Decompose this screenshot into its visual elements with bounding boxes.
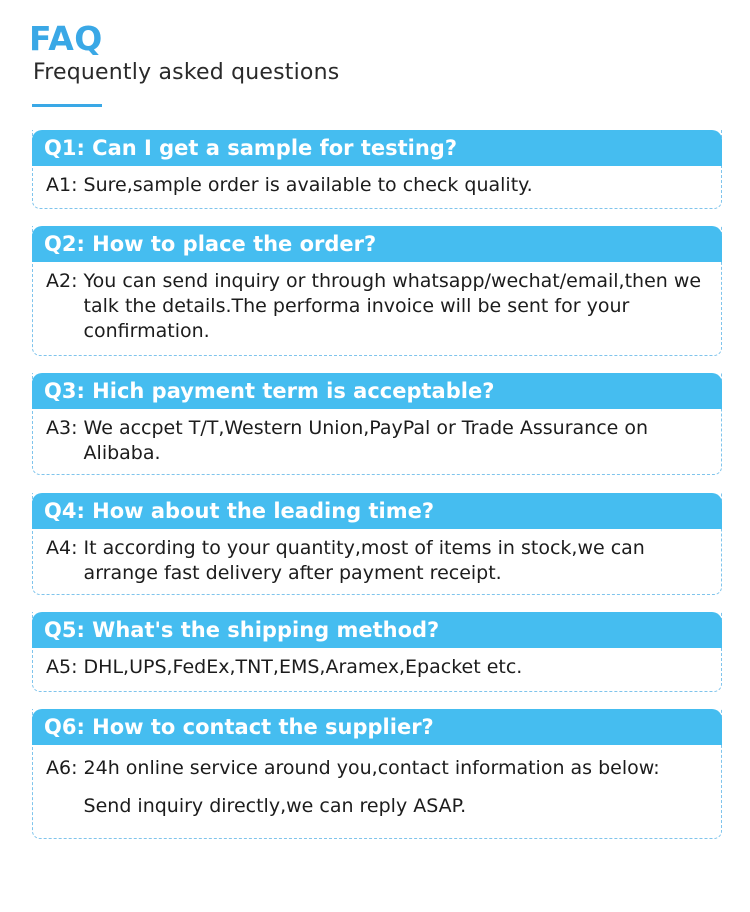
answer-label: A6: (46, 757, 78, 779)
faq-item-4 (32, 493, 722, 595)
answer-extra-text: Send inquiry directly,we can reply ASAP. (83, 795, 467, 817)
faq-item-5 (32, 612, 722, 692)
faq-answer-6 (46, 756, 713, 819)
faq-answer-3 (46, 416, 713, 466)
answer-label: A1: (46, 174, 78, 196)
faq-item-6 (32, 709, 722, 839)
faq-question-3: Q3: Hich payment term is acceptable? (32, 373, 722, 409)
answer-text: You can send inquiry or through whatsapp/wechat/email,then we talk the details.The performa invoice will be sent for your confirmation. (83, 270, 702, 342)
faq-item-3 (32, 373, 722, 475)
faq-question-2: Q2: How to place the order? (32, 226, 722, 262)
page-title: FAQ (29, 19, 103, 58)
answer-label: A3: (46, 417, 78, 439)
faq-question-1: Q1: Can I get a sample for testing? (32, 130, 722, 166)
faq-answer-5 (46, 655, 713, 680)
answer-label: A5: (46, 656, 78, 678)
faq-item-1 (32, 130, 722, 209)
answer-text: We accpet T/T,Western Union,PayPal or Trade Assurance on Alibaba. (83, 417, 649, 464)
faq-question-5: Q5: What's the shipping method? (32, 612, 722, 648)
title-underline (32, 104, 102, 107)
faq-answer-4 (46, 536, 713, 586)
answer-text: Sure,sample order is available to check quality. (83, 174, 533, 196)
faq-answer-2 (46, 269, 713, 344)
page-subtitle: Frequently asked questions (33, 60, 340, 85)
answer-text: 24h online service around you,contact information as below: (83, 757, 660, 779)
faq-question-4: Q4: How about the leading time? (32, 493, 722, 529)
faq-question-6: Q6: How to contact the supplier? (32, 709, 722, 745)
faq-answer-1 (46, 173, 713, 198)
faq-item-2 (32, 226, 722, 356)
answer-text: DHL,UPS,FedEx,TNT,EMS,Aramex,Epacket etc. (83, 656, 523, 678)
answer-text: It according to your quantity,most of items in stock,we can arrange fast delivery after payment receipt. (83, 537, 645, 584)
answer-label: A2: (46, 270, 78, 292)
answer-label: A4: (46, 537, 78, 559)
